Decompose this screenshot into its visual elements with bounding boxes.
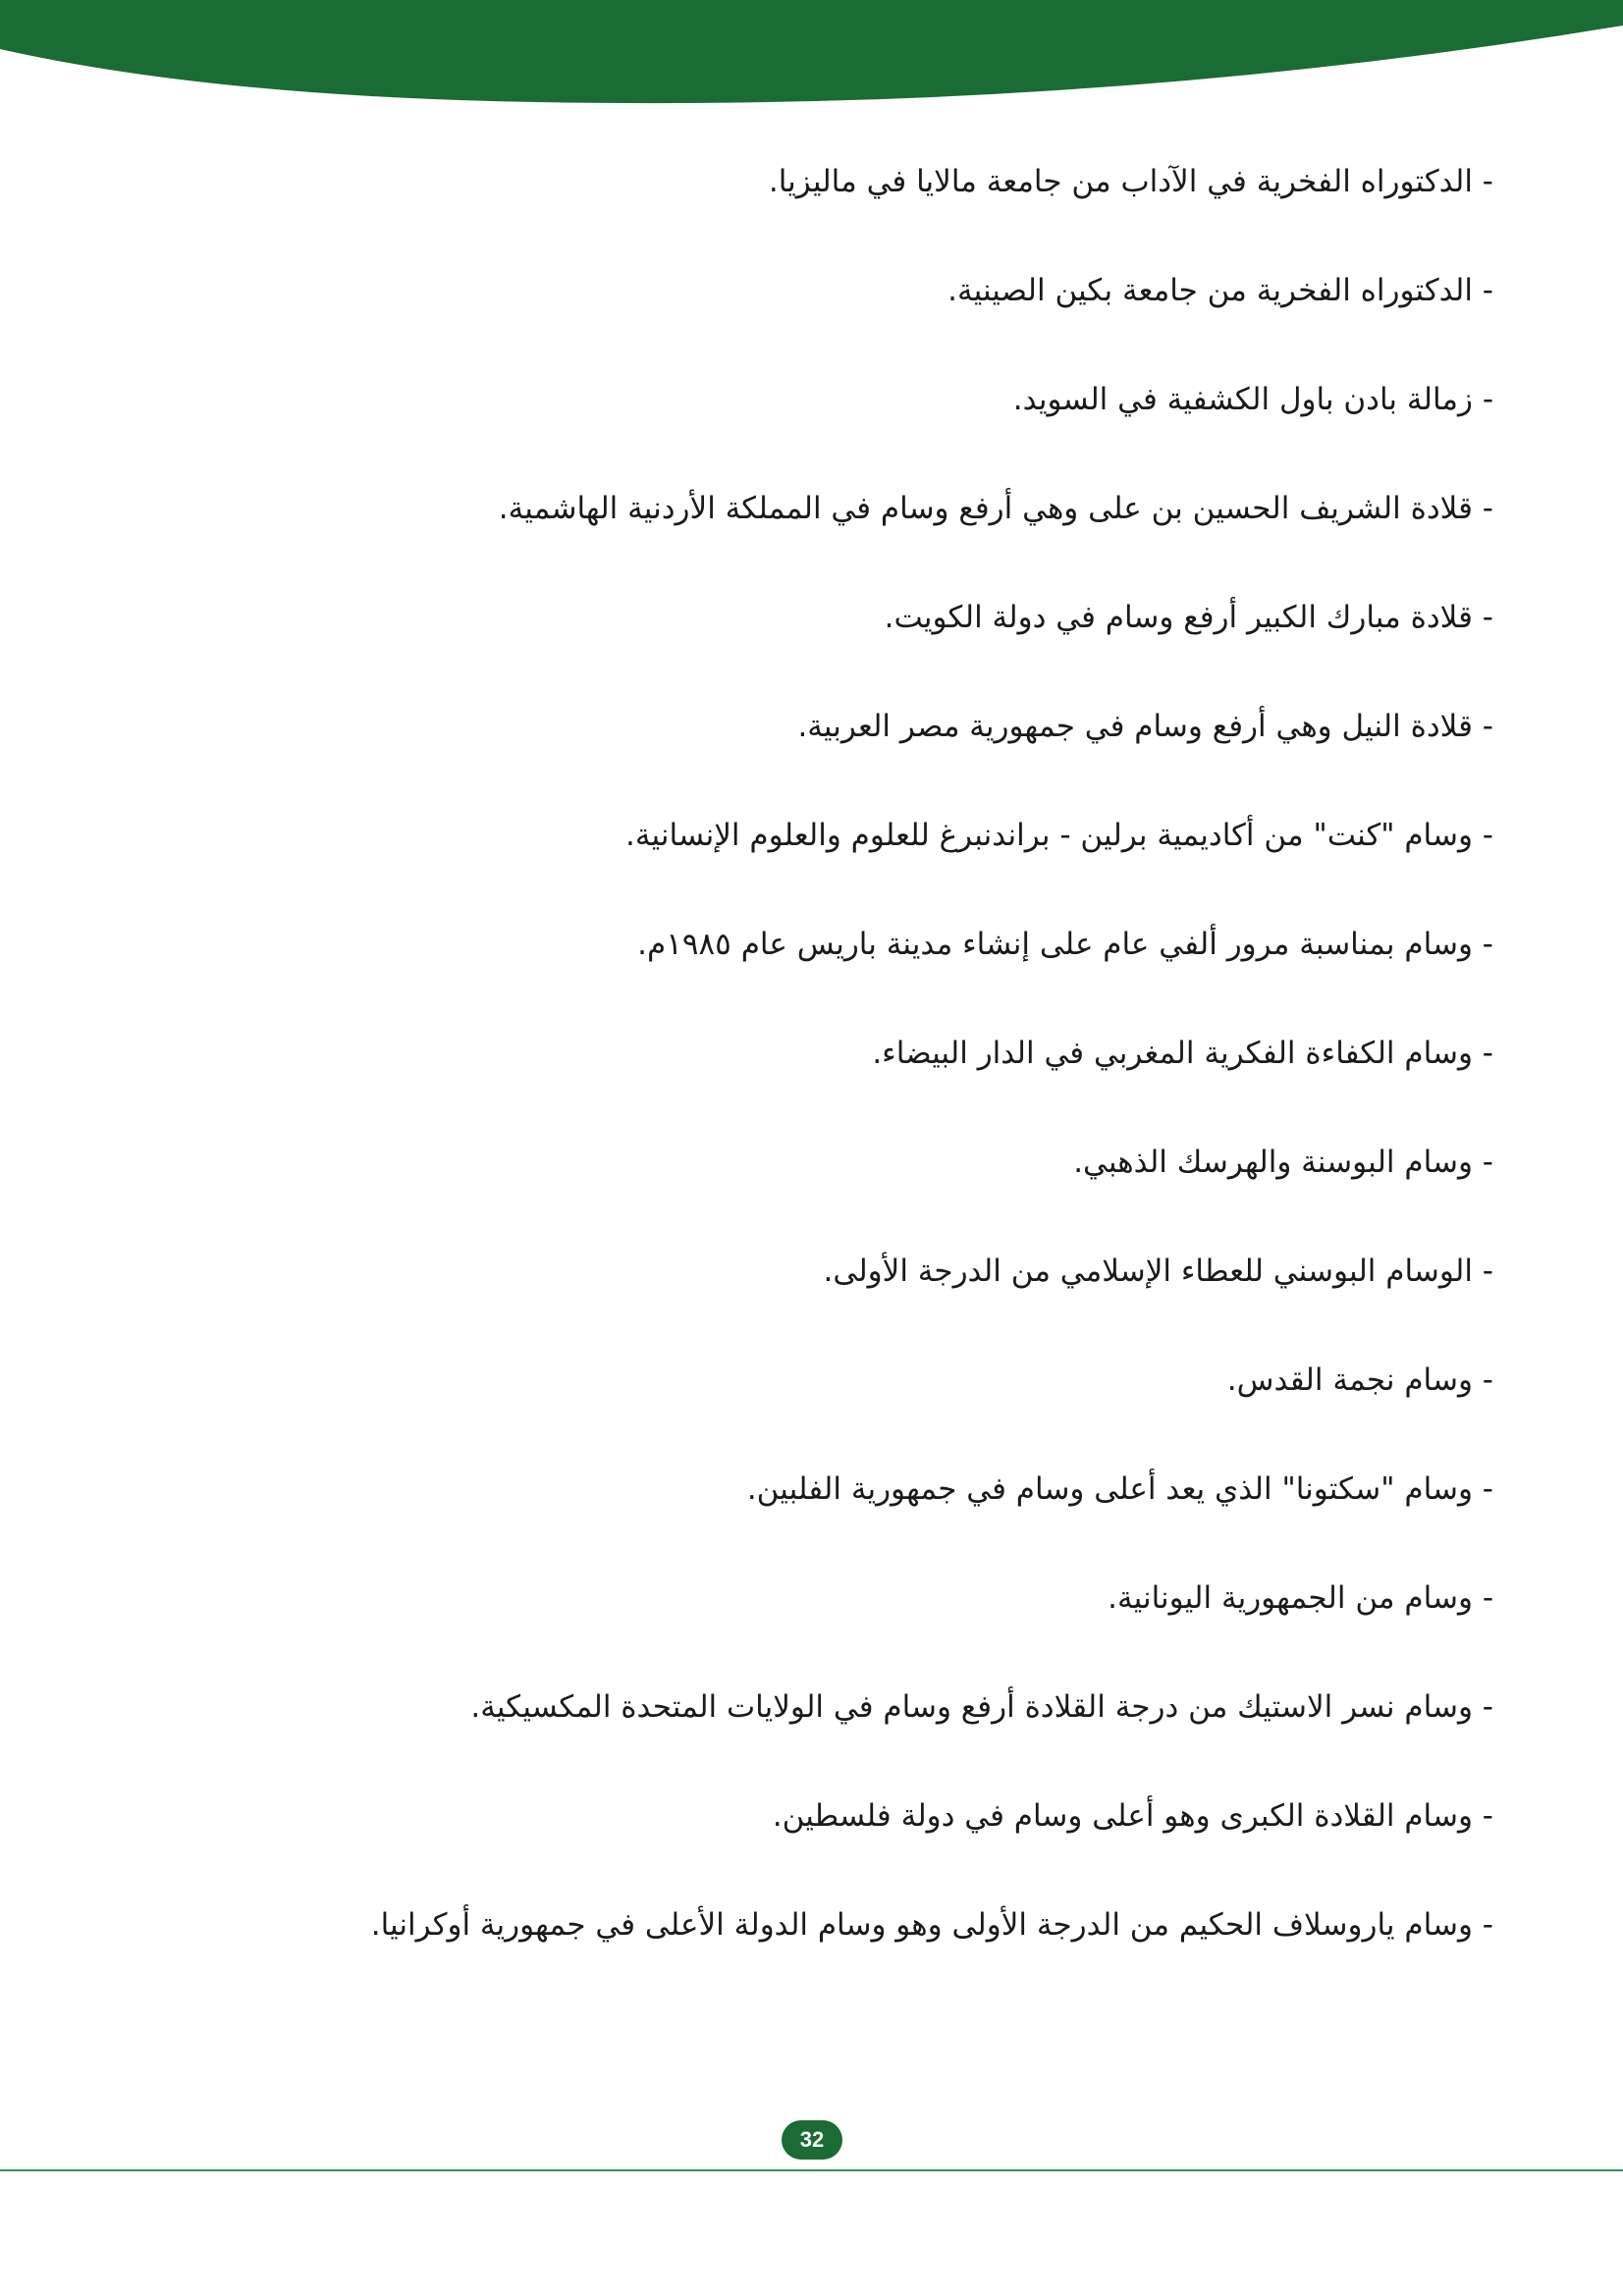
page-footer (0, 2115, 1623, 2174)
list-item: - الوسام البوسني للعطاء الإسلامي من الدرجة الأولى. (823, 1254, 1493, 1289)
list-item: - وسام القلادة الكبرى وهو أعلى وسام في دولة فلسطين. (772, 1798, 1493, 1834)
list-item: - الدكتوراه الفخرية في الآداب من جامعة مالايا في ماليزيا. (768, 164, 1493, 199)
list-item: - وسام البوسنة والهرسك الذهبي. (1073, 1145, 1493, 1180)
list-item: - قلادة الشريف الحسين بن على وهي أرفع وسام في المملكة الأردنية الهاشمية. (498, 491, 1493, 526)
top-green-banner (0, 0, 1623, 110)
footer-divider (0, 2169, 1623, 2171)
list-item: - قلادة مبارك الكبير أرفع وسام في دولة الكويت. (884, 600, 1493, 635)
list-item: - زمالة بادن باول الكشفية في السويد. (1012, 382, 1493, 417)
awards-list (196, 162, 1493, 2014)
list-item: - وسام نسر الاستيك من درجة القلادة أرفع وسام في الولايات المتحدة المكسيكية. (470, 1689, 1493, 1725)
list-item: - قلادة النيل وهي أرفع وسام في جمهورية مصر العربية. (797, 709, 1493, 744)
list-item: - وسام من الجمهورية اليونانية. (1108, 1580, 1493, 1616)
list-item: - وسام بمناسبة مرور ألفي عام على إنشاء مدينة باريس عام ١٩٨٥م. (637, 927, 1493, 962)
list-item: - وسام الكفاءة الفكرية المغربي في الدار البيضاء. (872, 1036, 1493, 1071)
list-item: - وسام نجمة القدس. (1226, 1362, 1493, 1398)
list-item: - وسام "سكتونا" الذي يعد أعلى وسام في جمهورية الفلبين. (746, 1471, 1493, 1507)
page-number-badge: 32 (782, 2120, 842, 2160)
list-item: - وسام ياروسلاف الحكيم من الدرجة الأولى وهو وسام الدولة الأعلى في جمهورية أوكرانيا. (370, 1907, 1493, 1943)
list-item: - الدكتوراه الفخرية من جامعة بكين الصينية. (947, 273, 1493, 308)
list-item: - وسام "كنت" من أكاديمية برلين - براندنبرغ للعلوم والعلوم الإنسانية. (625, 818, 1493, 853)
